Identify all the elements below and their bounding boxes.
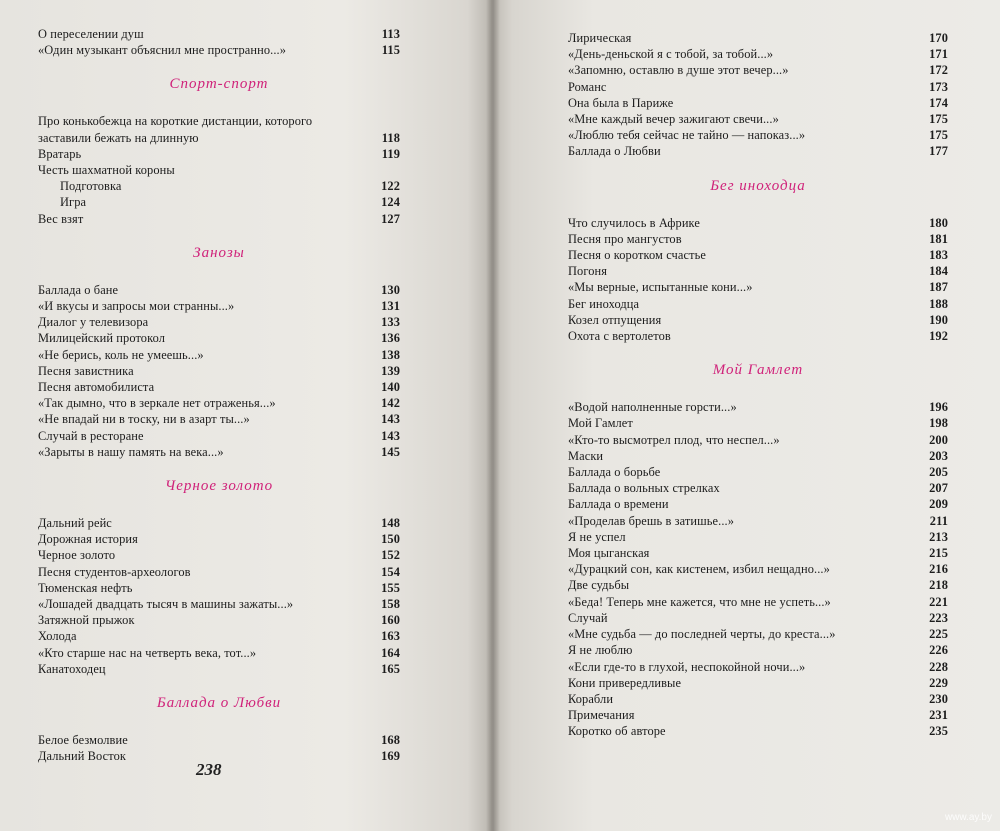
toc-entry-page: 145 (381, 444, 400, 459)
toc-entry-title: Лирическая (568, 31, 632, 45)
toc-entry (38, 395, 400, 411)
toc-entry-page: 225 (929, 627, 948, 642)
section-heading: Бег иноходца (710, 177, 806, 194)
toc-entry (38, 211, 400, 227)
toc-entry-page: 139 (381, 363, 400, 378)
toc-entry-page: 180 (929, 215, 948, 230)
toc-entry-title: «Так дымно, что в зеркале нет отраженья...» (38, 396, 276, 411)
toc-entry-page: 187 (929, 280, 948, 295)
toc-entry (38, 444, 400, 460)
toc-entry (38, 411, 400, 427)
toc-entry-page: 168 (381, 733, 400, 748)
toc-entry-page: 113 (381, 27, 400, 41)
toc-entry-page: 154 (381, 564, 400, 579)
toc-entry-page: 131 (381, 299, 400, 314)
toc-entry-title: «Кто старше нас на четверть века, тот...» (38, 645, 257, 660)
toc-entry (568, 111, 948, 127)
toc-entry-title: Песня студентов-археологов (38, 564, 191, 579)
toc-entry-title: Моя цыганская (568, 546, 650, 561)
toc-entry-title: «Не берись, коль не умеешь...» (38, 347, 204, 362)
toc-entry (38, 661, 400, 677)
toc-entry (38, 515, 400, 531)
toc-entry-page: 230 (929, 691, 948, 706)
toc-entry (568, 415, 948, 431)
toc-entry (568, 432, 948, 448)
toc-entry (568, 448, 948, 464)
right-toc (568, 30, 948, 740)
toc-entry-title: Песня про мангустов (568, 231, 682, 246)
toc-entry-title: Мой Гамлет (568, 416, 633, 431)
section-heading: Черное золото (164, 478, 274, 495)
toc-entry (568, 328, 948, 344)
toc-entry-title: Баллада о вольных стрелках (568, 481, 720, 496)
toc-entry (568, 62, 948, 78)
toc-entry (568, 464, 948, 480)
toc-entry-title: Баллада о борьбе (568, 465, 661, 480)
toc-entry-page: 150 (381, 532, 400, 547)
toc-entry-title: Вес взят (38, 211, 84, 226)
toc-entry (38, 645, 400, 661)
toc-entry-title: Черное золото (38, 548, 116, 563)
toc-entry (38, 194, 400, 210)
toc-entry (38, 428, 400, 444)
toc-entry-page: 229 (929, 675, 948, 690)
toc-entry-page: 170 (929, 31, 948, 45)
toc-entry-title: Песня завистника (38, 363, 134, 378)
toc-entry-title: Баллада о Любви (568, 144, 661, 159)
toc-entry-title: Диалог у телевизора (38, 315, 149, 330)
toc-entry (38, 732, 400, 748)
toc-entry-title: Две судьбы (568, 578, 630, 593)
toc-entry (568, 279, 948, 295)
toc-entry (568, 545, 948, 561)
page-number: 238 (196, 760, 222, 779)
toc-entry (568, 143, 948, 159)
toc-entry-page: 218 (929, 578, 948, 593)
book-gutter (486, 0, 500, 831)
toc-entry (568, 95, 948, 111)
toc-entry (38, 178, 400, 194)
left-toc (38, 26, 400, 765)
toc-entry-title: Корабли (568, 691, 614, 706)
toc-entry (568, 675, 948, 691)
toc-entry (568, 215, 948, 231)
toc-entry-title: О переселении душ (38, 27, 144, 41)
section-heading: Занозы (193, 244, 245, 261)
toc-entry-title: «Один музыкант объяснил мне пространно...» (38, 43, 287, 58)
toc-entry-page: 115 (381, 43, 400, 58)
toc-entry-title: «Если где-то в глухой, неспокойной ночи...» (568, 659, 806, 674)
toc-entry-title: Песня о коротком счастье (568, 248, 706, 263)
toc-entry-page: 215 (929, 546, 948, 561)
toc-entry-title: «И вкусы и запросы мои странны...» (38, 299, 235, 314)
toc-entry (568, 691, 948, 707)
toc-entry-page: 207 (929, 481, 948, 496)
toc-entry (38, 363, 400, 379)
toc-entry-title: Бег иноходца (568, 296, 640, 311)
toc-entry-title: «Зарыты в нашу память на века...» (38, 444, 224, 459)
toc-entry (568, 79, 948, 95)
toc-entry-page: 211 (929, 513, 948, 528)
toc-entry-page: 173 (929, 79, 948, 94)
toc-entry-page: 231 (929, 708, 948, 723)
toc-entry-page: 196 (929, 400, 948, 415)
toc-entry-title: Охота с вертолетов (568, 329, 671, 344)
toc-entry-title: Примечания (568, 708, 635, 723)
toc-entry-page: 175 (929, 112, 948, 127)
toc-entry-title: «Люблю тебя сейчас не тайно — напоказ...» (568, 128, 806, 143)
toc-entry (38, 531, 400, 547)
toc-entry-title: Игра (60, 195, 87, 210)
toc-entry-page: 127 (381, 211, 400, 226)
toc-entry-title: «Не впадай ни в тоску, ни в азарт ты...» (38, 412, 250, 427)
toc-entry-page: 171 (929, 47, 948, 62)
toc-entry (568, 312, 948, 328)
toc-entry (568, 263, 948, 279)
toc-entry (568, 247, 948, 263)
toc-entry-page: 122 (381, 179, 400, 194)
toc-entry-page: 177 (929, 144, 948, 159)
toc-entry-page: 216 (929, 562, 948, 577)
toc-entry-title: «Лошадей двадцать тысяч в машины зажаты...» (38, 597, 294, 612)
toc-entry (568, 296, 948, 312)
toc-entry-page: 143 (381, 428, 400, 443)
toc-entry-title: Я не успел (568, 529, 626, 544)
toc-entry-title: «Проделав брешь в затишье...» (568, 513, 735, 528)
toc-entry-page: 160 (381, 613, 400, 628)
toc-entry-page: 198 (929, 416, 948, 431)
toc-entry (568, 30, 948, 46)
toc-entry-page: 169 (381, 749, 400, 764)
toc-entry-page: 165 (381, 661, 400, 676)
toc-entry (568, 707, 948, 723)
toc-entry-title: Холода (38, 629, 77, 644)
toc-entry-page: 130 (381, 282, 400, 297)
toc-entry-page: 235 (929, 724, 948, 739)
toc-entry-title: Про конькобежца на короткие дистанции, которого заставили бежать на длинную (38, 114, 313, 145)
toc-entry (568, 642, 948, 658)
toc-entry-title: Дальний рейс (38, 516, 112, 531)
toc-entry-page: 119 (381, 146, 400, 161)
toc-entry-page: 213 (929, 529, 948, 544)
toc-entry-title: «Мне каждый вечер зажигают свечи...» (568, 112, 779, 127)
toc-entry (38, 298, 400, 314)
toc-entry-page: 118 (381, 130, 400, 145)
toc-entry (568, 610, 948, 626)
toc-entry-title: Баллада о времени (568, 497, 669, 512)
toc-entry-title: Погоня (568, 264, 608, 279)
toc-entry-title: Случай (568, 610, 608, 625)
toc-entry-title: Козел отпущения (568, 312, 662, 327)
toc-entry (38, 347, 400, 363)
toc-entry-title: Я не люблю (568, 643, 633, 658)
toc-entry-title: «Беда! Теперь мне кажется, что мне не успеть...» (568, 594, 831, 609)
toc-entry-page: 203 (929, 448, 948, 463)
toc-entry-page: 152 (381, 548, 400, 563)
toc-entry (38, 564, 400, 580)
toc-entry-page: 124 (381, 195, 400, 210)
toc-entry (38, 26, 400, 42)
toc-entry (568, 723, 948, 739)
toc-entry (38, 612, 400, 628)
toc-entry-page: 184 (929, 264, 948, 279)
toc-entry-title: Тюменская нефть (38, 580, 133, 595)
toc-entry (38, 314, 400, 330)
toc-entry (568, 480, 948, 496)
toc-entry (568, 659, 948, 675)
toc-entry-page: 172 (929, 63, 948, 78)
watermark: www.ay.by (944, 812, 992, 823)
toc-entry (568, 127, 948, 143)
toc-entry-page: 136 (381, 331, 400, 346)
toc-entry-page: 155 (381, 580, 400, 595)
toc-entry-page: 158 (381, 597, 400, 612)
toc-entry-page: 140 (381, 380, 400, 395)
toc-entry (38, 628, 400, 644)
toc-entry (568, 231, 948, 247)
toc-entry-page: 133 (381, 315, 400, 330)
toc-entry-page: 148 (381, 516, 400, 531)
toc-entry-page: 226 (929, 643, 948, 658)
toc-entry (38, 146, 400, 162)
toc-entry-page: 190 (929, 312, 948, 327)
toc-entry (568, 496, 948, 512)
toc-entry-title: Белое безмолвие (38, 733, 128, 748)
toc-entry (568, 626, 948, 642)
section-heading: Мой Гамлет (712, 362, 804, 379)
toc-entry (38, 596, 400, 612)
toc-entry-page: 183 (929, 248, 948, 263)
toc-entry (568, 529, 948, 545)
toc-entry-title: Милицейский протокол (38, 331, 166, 346)
toc-entry-title: Кони привередливые (568, 675, 682, 690)
toc-entry (568, 513, 948, 529)
right-page (492, 0, 1000, 831)
toc-entry (38, 580, 400, 596)
toc-entry-page: 192 (929, 329, 948, 344)
toc-entry (568, 561, 948, 577)
toc-entry-title: Она была в Париже (568, 95, 674, 110)
toc-entry-title: Баллада о бане (38, 282, 119, 297)
toc-entry-title: «Дурацкий сон, как кистенем, избил нещадно...» (568, 562, 830, 577)
toc-entry (568, 594, 948, 610)
toc-entry-page: 221 (929, 594, 948, 609)
toc-entry (38, 547, 400, 563)
toc-entry-page: 174 (929, 95, 948, 110)
toc-entry (568, 577, 948, 593)
toc-entry-title: «Мне судьба — до последней черты, до креста...» (568, 627, 836, 642)
toc-entry-title: Романс (568, 79, 607, 94)
toc-entry-page: 209 (929, 497, 948, 512)
toc-entry-page: 164 (381, 645, 400, 660)
toc-entry-title: «Кто-то высмотрел плод, что неспел...» (568, 432, 780, 447)
toc-entry-title: Затяжной прыжок (38, 613, 135, 628)
toc-entry-title: Канатоходец (38, 661, 106, 676)
toc-entry-page: 228 (929, 659, 948, 674)
toc-entry-title: Вратарь (38, 146, 82, 161)
toc-entry-title: Дальний Восток (38, 749, 127, 764)
toc-entry-title: Коротко об авторе (568, 724, 666, 739)
left-page (0, 0, 492, 831)
toc-entry-page: 205 (929, 465, 948, 480)
toc-entry-title: «День-деньской я с тобой, за тобой...» (568, 47, 774, 62)
toc-entry-title: «Мы верные, испытанные кони...» (568, 280, 753, 295)
toc-entry-page: 223 (929, 610, 948, 625)
toc-entry (38, 162, 400, 178)
toc-entry (568, 46, 948, 62)
toc-entry-page: 181 (929, 231, 948, 246)
toc-entry (38, 379, 400, 395)
toc-entry-title: Дорожная история (38, 532, 138, 547)
toc-entry-title: Что случилось в Африке (568, 215, 700, 230)
toc-entry-title: Песня автомобилиста (38, 380, 155, 395)
toc-entry-page: 175 (929, 128, 948, 143)
toc-entry-page: 188 (929, 296, 948, 311)
toc-entry-page: 163 (381, 629, 400, 644)
section-heading: Баллада о Любви (156, 695, 282, 712)
toc-entry-title: Маски (568, 448, 604, 463)
toc-entry (38, 330, 400, 346)
section-heading: Спорт-спорт (169, 76, 269, 93)
toc-entry (38, 42, 400, 58)
toc-entry-title: «Водой наполненные горсти...» (568, 400, 737, 415)
toc-entry-page: 142 (381, 396, 400, 411)
toc-entry-title: Подготовка (60, 179, 122, 194)
toc-entry (568, 399, 948, 415)
toc-entry (38, 113, 400, 145)
toc-entry-page: 143 (381, 412, 400, 427)
toc-entry (38, 282, 400, 298)
toc-entry-title: «Запомню, оставлю в душе этот вечер...» (568, 63, 789, 78)
toc-entry-title: Честь шахматной короны (38, 163, 175, 178)
toc-entry-page: 138 (381, 347, 400, 362)
toc-entry-title: Случай в ресторане (38, 428, 144, 443)
toc-entry-page: 200 (929, 432, 948, 447)
